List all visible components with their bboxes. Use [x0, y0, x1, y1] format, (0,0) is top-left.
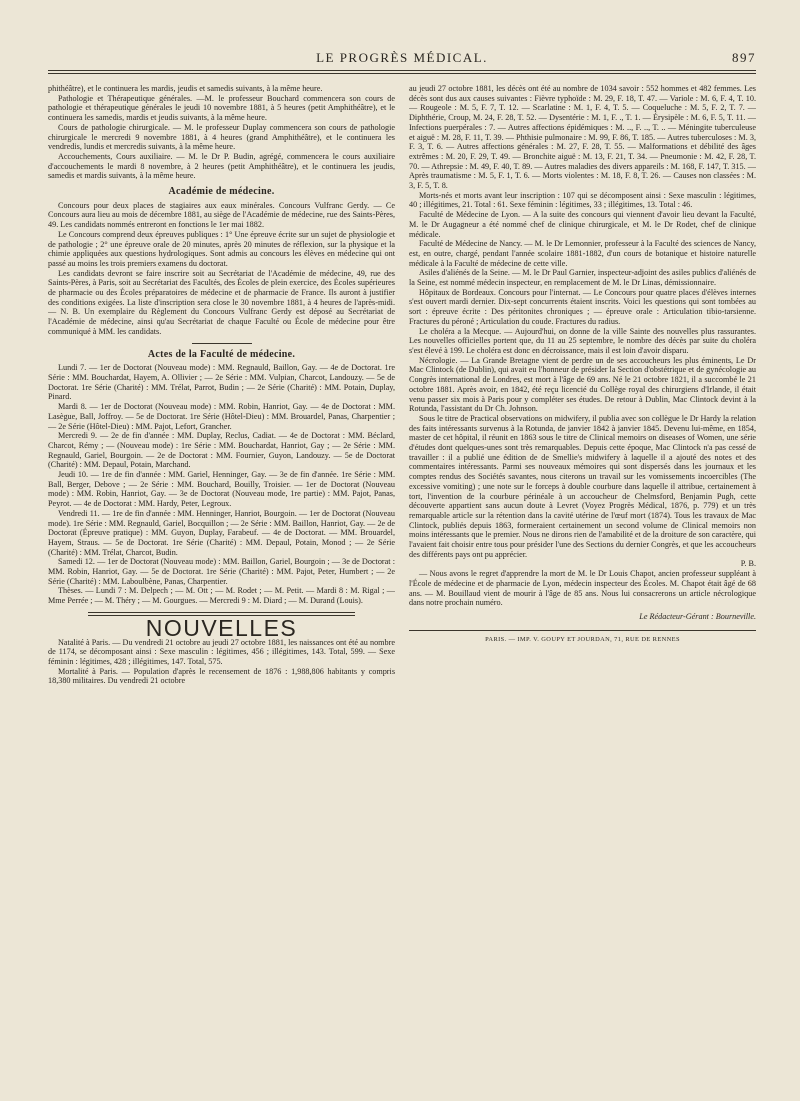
running-head — [48, 50, 756, 66]
section-heading-academie: Académie de médecine. — [168, 186, 275, 198]
section-separator — [192, 343, 252, 344]
paragraph: Accouchements, Cours auxiliaire. — M. le Dr P. Budin, agrégé, commencera le cours auxiliaire d'accouchements le mardi 8 novembre, à 2 heures (petit Amphithéâtre), et le continuera les jeudis, samedis et mardis suivants, à la même heure. — [48, 151, 395, 181]
editor-signature: Le Rédacteur-Gérant : Bourneville. — [639, 611, 756, 621]
section-heading-nouvelles: NOUVELLES — [145, 614, 298, 641]
paragraph: Le choléra a la Mecque. — Aujourd'hui, on donne de la ville Sainte des nouvelles plus rassurantes. Les nouvelles officielles portent que, du 11 au 25 septembre, le nombre des décès par suite du choléra s'est élevé à 199. Le choléra est donc en décroissance, mais il est loin d'avoir disparu. — [409, 326, 756, 355]
paragraph: Nécrologie. — La Grande Bretagne vient de perdre un de ses accoucheurs les plus éminents, Le Dr Mac Clintock (de Dublin), qui avait eu l'honneur de présider la Section d'obstétrique et de gynécologie au Congrès international de Londres, est mort à l'âge de 69 ans. Né le 21 octobre 1821, il a succombé le 21 octobre 1881. Après avoir, en 1842, été reçu licencié du Collège royal des chirurgiens d'Irlande, il était venu passer six mois à Paris pour y compléter ses études. De retour à Dublin, Mac Clintock devint à la Rotunda, l'assistant du Dr Ch. Johnson. — [409, 355, 756, 414]
paragraph: Lundi 7. — 1er de Doctorat (Nouveau mode) : MM. Regnauld, Baillon, Gay. — 4e de Doctorat. 1re Série : MM. Bouchardat, Hayem, A. Ollivier ; — 2e Série : MM. Vulpian, Charcot, Landouzy. — 5e de Doctorat. 1re Série (Charité) : MM. Trélat, Parrot, Budin ; — 2e Série (Charité) : MM. Potain, Duplay, Pinard. — [48, 363, 395, 402]
paragraph: phithéâtre), et le continuera les mardis, jeudis et samedis suivants, à la même heure. — [48, 84, 323, 93]
paragraph: Jeudi 10. — 1re de fin d'année : MM. Gariel, Henninger, Gay. — 3e de fin d'année. 1re Série : MM. Ball, Berger, Debove ; — 2e Série : MM. Bouchard, Bouilly, Troisier. — 1er de Doctorat (Nouveau mode) : MM. Robin, Hanriot, Gay. — 3e de Doctorat (Nouveau mode, 1re partie) : MM. Pajot, Panas, Peyrot. — 4e de Doctorat : MM. Hardy, Peter, Legroux. — [48, 470, 395, 509]
paragraph: Faculté de Médecine de Lyon. — A la suite des concours qui viennent d'avoir lieu devant la Faculté, M. le Dr Augagneur a été nommé chef de clinique chirurgicale, et M. le Dr Rodet, chef de clinique médicale. — [409, 210, 756, 239]
left-column — [48, 84, 395, 1074]
paragraph: au jeudi 27 octobre 1881, les décès ont été au nombre de 1034 savoir : 552 hommes et 482 femmes. Les décès sont dus aux causes suivantes : Fièvre typhoïde : M. 29, F. 18, T. 47. — Variole : M. 6, F. 4, T. 10. — Rougeole : M. 5, F. 7, T. 12. — Scarlatine : M. 1, F. 4, T. 5. — Coqueluche : M. 5, F. 2, T. 7. — Diphthérie, Croup, M. 24, F. 28, T. 52. — Dysentérie : M. 1, F. ., T. 1. — Érysipèle : M. 6, F. 5, T. 11. — Infections puerpérales : 7. — Autres affections épidémiques : M. .., F. .., T. .. — Méningite tuberculeuse et aiguë : M. 28, F. 11, T. 39. — Phthisie pulmonaire : M. 99, F. 86, T. 185. — Autres tuberculoses : M. 3, F. 3, T. 6. — Autres affections générales : M. 27, F. 28, T. 55. — Malformations et débilité des âges extrêmes : M. 20, F. 29, T. 49. — Bronchite aiguë : M. 13, F. 21, T. 34. — Pneumonie : M. 42, F. 28, T. 70. — Athrepsie : M. 49, F. 40, T. 89. — Autres maladies des divers appareils : M. 168, F. 147, T. 315. — Après traumatisme : M. 5, F. 1, T. 6. — Morts violentes : M. 18, F. 8, T. 26. — Causes non classées : M. 3, F. 5, T. 8. — [409, 84, 756, 191]
paragraph: Mardi 8. — 1er de Doctorat (Nouveau mode) : MM. Robin, Hanriot, Gay. — 4e de Doctorat : MM. Lasègue, Ball, Joffroy. — 5e de Doctorat. 1re Série (Hôtel-Dieu) : MM. Brouardel, Panas, Charpentier ; — 2e Série (Hôtel-Dieu) : MM. Pajot, Lefort, Grancher. — [48, 402, 395, 431]
printer-imprint: PARIS. — IMP. V. GOUPY ET JOURDAN, 71, RUE DE RENNES — [485, 635, 680, 643]
paragraph: Faculté de Médecine de Nancy. — M. le Dr Lemonnier, professeur à la Faculté des sciences de Nancy, est, en outre, chargé, pendant l'année scolaire 1881-1882, d'un cours de botanique et histoire naturelle médicale à la Faculté de médecine de cette ville. — [409, 239, 756, 268]
journal-title: LE PROGRÈS MÉDICAL. — [316, 50, 488, 65]
paragraph: Mercredi 9. — 2e de fin d'année : MM. Duplay, Reclus, Cadiat. — 4e de Doctorat : MM. Béclard, Charcot, Rémy ; — (Nouveau mode) : 1re Série : MM. Bouchardat, Hanriot, Gay ; — 2e Série : MM. Regnauld, Gariel, Bourgoin. — 2e de Doctorat : MM. Fournier, Guyon, Landouzy. — 5e de Doctorat (Charité) : MM. Depaul, Potain, Marchand. — [48, 431, 395, 470]
paragraph: Les candidats devront se faire inscrire soit au Secrétariat de l'Académie de médecine, 49, rue des Saints-Pères, à Paris, soit au Secrétariat des Facultés, des Écoles de plein exercice, des Écoles supérieures de pharmacie ou des Écoles préparatoires de médecine et de pharmacie de France. Ils auront à justifier des conditions exigées. La liste d'inscription sera close le 30 novembre 1881, à 4 heures de l'après-midi. — N. B. Un exemplaire du Règlement du Concours Vulfranc Gerdy est déposé au Secrétariat de l'Académie de médecine, ainsi qu'au Secrétariat de chaque Faculté ou École de médecine pour être communiqué à MM. les candidats. — [48, 268, 395, 336]
paragraph: Asiles d'aliénés de la Seine. — M. le Dr Paul Garnier, inspecteur-adjoint des asiles publics d'aliénés de la Seine, est nommé médecin inspecteur, en remplacement de M. le Dr Linas, démissionnaire. — [409, 268, 756, 288]
paragraph: Samedi 12. — 1er de Doctorat (Nouveau mode) : MM. Baillon, Gariel, Bourgoin ; — 3e de Doctorat : MM. Robin, Hanriot, Gay. — 5e de Doctorat. 1re Série (Charité) : MM. Pajot, Peter, Humbert ; — 2e Série (Charité) : MM. Laboulbène, Panas, Charpentier. — [48, 557, 395, 586]
section-heading-actes: Actes de la Faculté de médecine. — [147, 348, 296, 360]
right-column — [409, 84, 756, 1074]
paragraph: Thèses. — Lundi 7 : M. Delpech ; — M. Ott ; — M. Rodet ; — M. Petit. — Mardi 8 : M. Rigal ; — Mme Perrée ; — M. Théry ; — M. Gourgues. — Mercredi 9 : M. Diard ; — M. Durand (Louis). — [48, 586, 395, 606]
imprint-rule — [409, 630, 756, 631]
paragraph: — Nous avons le regret d'apprendre la mort de M. le Dr Louis Chapot, ancien professeur suppléant à l'École de médecine et de pharmacie de Lyon, médecin inspecteur des Écoles. M. Chapot était âgé de 68 ans. — M. Bouillaud vient de mourir à l'âge de 85 ans. Nous lui consacrerons un article nécrologique dans notre prochain numéro. — [409, 569, 756, 608]
paragraph: Mortalité à Paris. — Population d'après le recensement de 1876 : 1,988,806 habitants y compris 18,380 militaires. Du vendredi 21 octobre — [48, 666, 395, 686]
paragraph: Le Concours comprend deux épreuves publiques : 1° Une épreuve écrite sur un sujet de physiologie et de pathologie ; 2° une épreuve orale de 20 minutes, après 20 minutes de réflexion, sur la physique et la chimie appliquées aux questions hydrologiques. Sont admis au concours les élèves en médecine qui ont passé au moins les trois premiers examens du doctorat. — [48, 229, 395, 268]
paragraph: Vendredi 11. — 1re de fin d'année : MM. Henninger, Hanriot, Bourgoin. — 1er de Doctorat (Nouveau mode). 1re Série : MM. Regnauld, Gariel, Bocquillon ; — 2e Série : MM. Baillon, Hanriot, Gay. — 2e de Doctorat (Épreuve pratique) : MM. Guyon, Duplay, Farabeuf. — 4e de Doctorat. — MM. Brouardel, Hayem, Straus. — 5e de Doctorat. 1re Série (Charité) : MM. Depaul, Potain, Monod ; — 2e Série (Charité) : MM. Trélat, Charcot, Budin. — [48, 508, 395, 557]
paragraph: Cours de pathologie chirurgicale. — M. le professeur Duplay commencera son cours de pathologie chirurgicale le mercredi 9 novembre 1881, à 4 heures (grand Amphithéâtre), et le continuera les vendredis, lundis et mercredis suivants, à la même heure. — [48, 122, 395, 152]
two-column-body — [48, 84, 756, 1074]
header-rule — [48, 70, 756, 74]
paragraph: Natalité à Paris. — Du vendredi 21 octobre au jeudi 27 octobre 1881, les naissances ont été au nombre de 1174, se décomposant ainsi : Sexe masculin : légitimes, 456 ; illégitimes, 143. Total, 599. — Sexe féminin : légitimes, 428 ; illégitimes, 147. Total, 575. — [48, 637, 395, 666]
author-initials: P. B. — [740, 559, 756, 569]
paragraph: Morts-nés et morts avant leur inscription : 107 qui se décomposent ainsi : Sexe masculin : légitimes, 40 ; illégitimes, 21. Total : 61. Sexe féminin : légitimes, 33 ; illégitimes, 13. Total : 46. — [409, 190, 756, 210]
paragraph: Pathologie et Thérapeutique générales. —M. le professeur Bouchard commencera son cours de pathologie et thérapeutique générales le jeudi 10 novembre 1881, à 5 heures (petit Amphithéâtre), et le continuera les samedis, mardis et jeudis suivants, à la même heure. — [48, 93, 395, 123]
paragraph: Concours pour deux places de stagiaires aux eaux minérales. Concours Vulfranc Gerdy. — Ce Concours aura lieu au mois de décembre 1881, au siège de l'Académie de médecine, rue des Saints-Pères, 49. Les candidats nommés entreront en fonctions le 1er mai 1882. — [48, 200, 395, 230]
paragraph: Hôpitaux de Bordeaux. Concours pour l'internat. — Le Concours pour quatre places d'élèves internes s'est ouvert mardi dernier. Dix-sept concurrents étaient inscrits. Voici les questions qui sont tombées au sort : épreuve écrite : Des péritonites chroniques ; — épreuve orale : Articulation tibio-tarsienne. Fractures du péroné ; Articulation du coude. Fractures du radius. — [409, 287, 756, 326]
paragraph: Sous le titre de Practical observations on midwifery, il publia avec son collègue le Dr Hardy la relation des faits intéressants survenus à la Rotunda, de janvier 1842 à janvier 1845. Devenu lui-même, en 1854, master de cet hôpital, il réunit en 1863 sous le titre de Clinical memoirs on diseases of Women, une série d'études dont quelques-unes sont très remarquables. Depuis cette époque, Mac Clintock n'a pas cessé de travailler : il a publié une édition de de Smellie's midwifery à laquelle il a ajouté des notes et des commentaires intéressants. Parmi ses nouveaux mémoires qui sont dispersés dans les journaux et les comptes rendus des Sociétés savantes, nous citerons un travail sur les vomissements incoercibles (The excessive vomiting) ; une note sur le forceps à double courbure dans laquelle il attribue, certainement à tort, l'invention de la courbure périnéale à un accoucheur de Chelmsford, Benjamin Pugh, cette découverte appartient sans aucun doute à Levret (Voyez Progrès Médical, 1876, p. 779) et un très remarquable article sur la rétention dans la cavité utérine de l'œuf mort (1874). Tous les travaux de Mac Clintock, publiés depuis 1863, formeraient certainement un second volume de Clinical memoirs non moins intéressants que le premier. Nous ne dirons rien de l'amabilité et de la droiture de son caractère, qui l'avaient fait choisir entre tous pour présider l'une des Sections du dernier Congrès, et que les accoucheurs des différents pays ont pu apprécier. — [409, 413, 756, 559]
page-number: 897 — [732, 50, 756, 65]
